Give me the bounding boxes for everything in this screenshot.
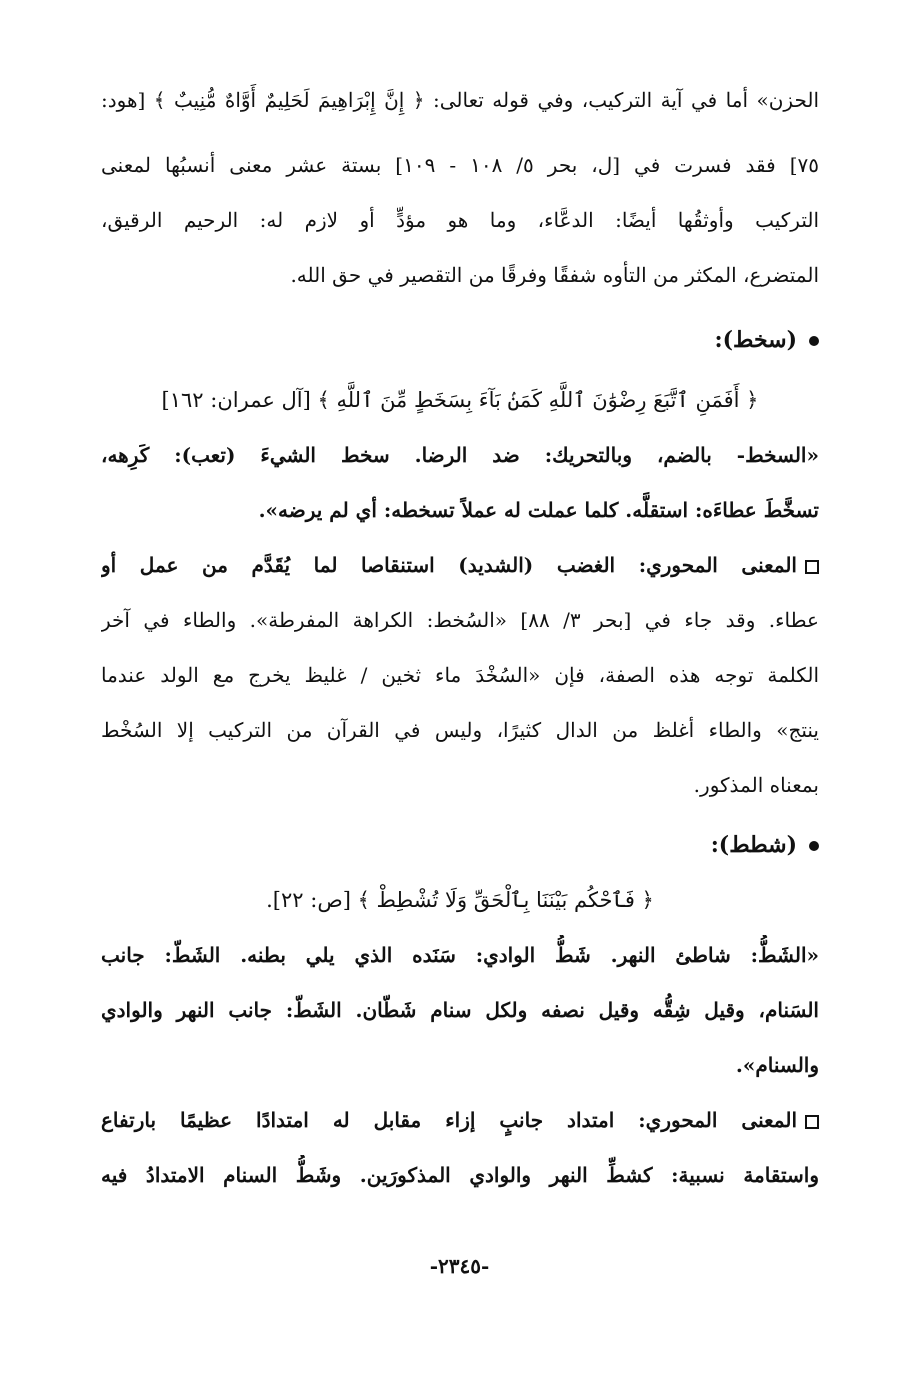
paragraph-line: التركيب وأوثقُها أيضًا: الدعَّاء، وما هو مؤدٍّ أو لازم له: الرحيم الرقيق، (101, 208, 819, 232)
section-heading-sakhat (715, 320, 819, 360)
meaning-line (101, 545, 819, 585)
paragraph-line: ٧٥] فقد فسرت في [ل، بحر ٥/ ١٠٨ - ١٠٩] بستة عشر معنى أنسبُها لمعنى (101, 153, 819, 177)
meaning-line (101, 1100, 819, 1140)
definition-line: تسخَّطَ عطاءَه: استقلَّه. كلما عملت له عملاً تسخطه: أي لم يرضه». (258, 498, 819, 522)
bullet-icon (809, 336, 819, 346)
definition-line: «السخط- بالضم، وبالتحريك: ضد الرضا. سخط الشيءَ (تعب): كَرِهه، (101, 443, 819, 467)
meaning-line: واستقامة نسبية: كشطِّ النهر والوادي المذكورَين. وشَطُّ السنام الامتدادُ فيه (101, 1163, 819, 1187)
quran-verse: ﴿ فَٱحْكُم بَيْنَنَا بِٱلْحَقِّ وَلَا تُشْطِطْ ﴾ [ص: ٢٢]. (266, 888, 654, 912)
checkbox-square-icon (805, 560, 819, 574)
quran-verse: ﴿ أَفَمَنِ ٱتَّبَعَ رِضْوَٰنَ ٱللَّهِ كَمَنۢ بَآءَ بِسَخَطٍ مِّنَ ٱللَّهِ ﴾ [آل عمران: ١٦٢] (161, 388, 759, 412)
meaning-text: المعنى المحوري: امتداد جانبٍ إزاء مقابل له امتدادًا عظيمًا بارتفاع (101, 1108, 797, 1132)
section-heading-text: (شطط): (710, 832, 797, 858)
section-heading-shatat (711, 825, 819, 865)
checkbox-square-icon (805, 1115, 819, 1129)
meaning-line: الكلمة توجه هذه الصفة، فإن «السُخْدَ ماء ثخين / غليظ يخرج مع الولد عندما (101, 663, 819, 687)
page-number: -٢٣٤٥- (429, 1254, 490, 1278)
definition-line: والسنام». (735, 1053, 819, 1077)
definition-line: «الشَطُّ: شاطئ النهر. شَطُّ الوادي: سَنَده الذي يلي بطنه. الشَطّ: جانب (101, 943, 819, 967)
meaning-line: بمعناه المذكور. (693, 773, 819, 797)
meaning-text: المعنى المحوري: الغضب (الشديد) استنقاصا لما يُقَدَّم من عمل أو (101, 553, 797, 577)
bullet-icon (809, 841, 819, 851)
paragraph-line: الحزن» أما في آية التركيب، وفي قوله تعالى: ﴿ إِنَّ إِبْرَاهِيمَ لَحَلِيمٌ أَوَّاهٌ مُّنِيبٌ ﴾ [هود: (101, 88, 819, 112)
paragraph-line: المتضرع، المكثر من التأوه شفقًا وفرقًا من التقصير في حق الله. (290, 263, 819, 287)
definition-line: السَنام، وقيل شِقُّه وقيل نصفه ولكل سنام شَطّان. الشَطّ: جانب النهر والوادي (101, 998, 819, 1022)
meaning-line: عطاء. وقد جاء في [بحر ٣/ ٨٨] «السُخط: الكراهة المفرطة». والطاء في آخر (101, 608, 819, 632)
meaning-line: ينتج» والطاء أغلظ من الدال كثيرًا، وليس في القرآن من التركيب إلا السُخْط (101, 718, 819, 742)
section-heading-text: (سخط): (714, 327, 797, 353)
